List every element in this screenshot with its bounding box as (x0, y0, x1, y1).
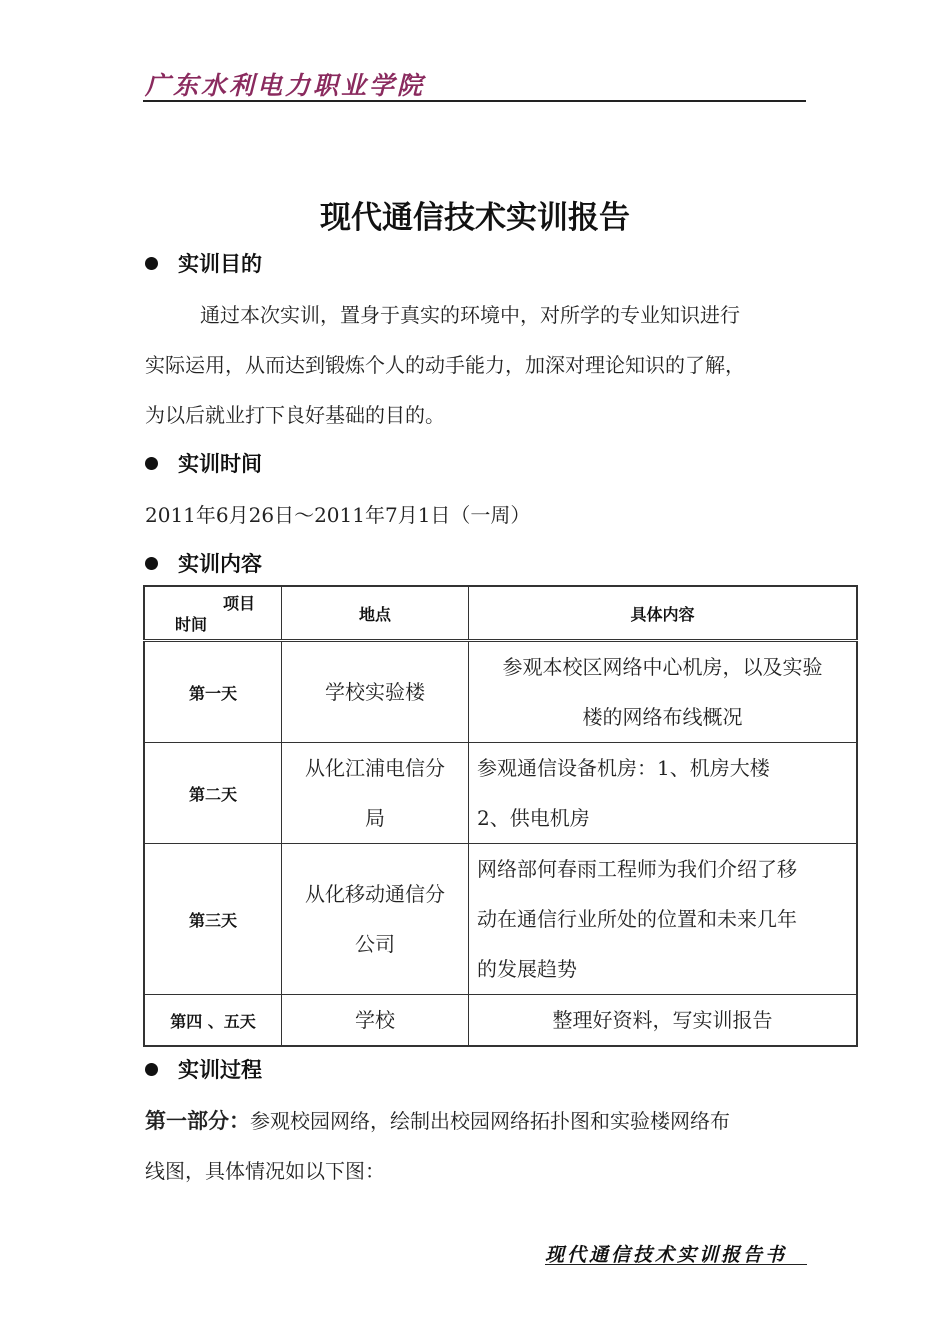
row-day: 第四 、五天 (144, 995, 282, 1047)
process-line-1 (145, 1105, 730, 1135)
institution-header: 广东水利电力职业学院 (145, 71, 426, 100)
bullet-icon (145, 457, 158, 470)
table-header-row (144, 586, 857, 641)
row-location (282, 995, 469, 1047)
section-process-title: 实训过程 (178, 1058, 262, 1082)
row-day: 第三天 (144, 844, 282, 995)
header-rule (143, 100, 806, 102)
process-text-1: 参观校园网络，绘制出校园网络拓扑图和实验楼网络布 (250, 1109, 730, 1133)
footer-rule (545, 1264, 807, 1265)
table-row (144, 995, 857, 1047)
row-detail (469, 743, 858, 844)
section-purpose-title: 实训目的 (178, 252, 262, 276)
location-line: 学校实验楼 (325, 680, 425, 704)
footer-title: 现代通信技术实训报告书 (545, 1244, 788, 1266)
location-line: 公司 (355, 932, 395, 956)
location-line: 从化移动通信分 (305, 882, 445, 906)
location-line: 学校 (355, 1008, 395, 1032)
purpose-line-1: 通过本次实训，置身于真实的环境中，对所学的专业知识进行 (200, 303, 740, 327)
row-detail (469, 844, 858, 995)
detail-line: 参观本校区网络中心机房，以及实验 (502, 655, 823, 679)
bullet-icon (145, 1063, 158, 1076)
detail-line: 的发展趋势 (477, 957, 577, 981)
time-text: 2011年6月26日～2011年7月1日（一周） (145, 503, 531, 527)
table-row (144, 641, 857, 743)
location-line: 从化江浦电信分 (305, 756, 445, 780)
table-row (144, 844, 857, 995)
bullet-icon (145, 557, 158, 570)
purpose-line-3: 为以后就业打下良好基础的目的。 (145, 403, 445, 427)
section-process-heading (145, 1054, 262, 1084)
row-day: 第一天 (144, 641, 282, 743)
table-row (144, 743, 857, 844)
detail-line: 楼的网络布线概况 (582, 705, 743, 729)
row-location (282, 641, 469, 743)
detail-line: 参观通信设备机房：1、机房大楼 (477, 756, 770, 780)
row-detail (469, 641, 858, 743)
section-content-heading (145, 548, 262, 578)
purpose-line-2: 实际运用，从而达到锻炼个人的动手能力，加深对理论知识的了解， (145, 353, 745, 377)
row-location (282, 743, 469, 844)
detail-line: 动在通信行业所处的位置和未来几年 (477, 907, 797, 931)
header-item-label: 项目 (222, 594, 255, 613)
row-day: 第二天 (144, 743, 282, 844)
section-time-title: 实训时间 (178, 452, 262, 476)
row-detail (469, 995, 858, 1047)
detail-line: 2、供电机房 (477, 806, 590, 830)
section-time-heading (145, 448, 262, 478)
detail-line: 网络部何春雨工程师为我们介绍了移 (477, 857, 797, 881)
detail-line: 整理好资料，写实训报告 (552, 1008, 773, 1032)
header-location: 地点 (282, 586, 469, 641)
process-line-2: 线图，具体情况如以下图： (145, 1159, 385, 1183)
part-label: 第一部分： (145, 1109, 250, 1133)
header-detail: 具体内容 (469, 586, 858, 641)
header-time-label: 时间 (175, 615, 208, 634)
section-purpose-heading (145, 248, 262, 278)
header-diag-cell (144, 586, 282, 641)
section-content-title: 实训内容 (178, 552, 262, 576)
bullet-icon (145, 257, 158, 270)
schedule-table (143, 585, 858, 1047)
location-line: 局 (365, 806, 385, 830)
document-title: 现代通信技术实训报告 (320, 200, 630, 236)
row-location (282, 844, 469, 995)
